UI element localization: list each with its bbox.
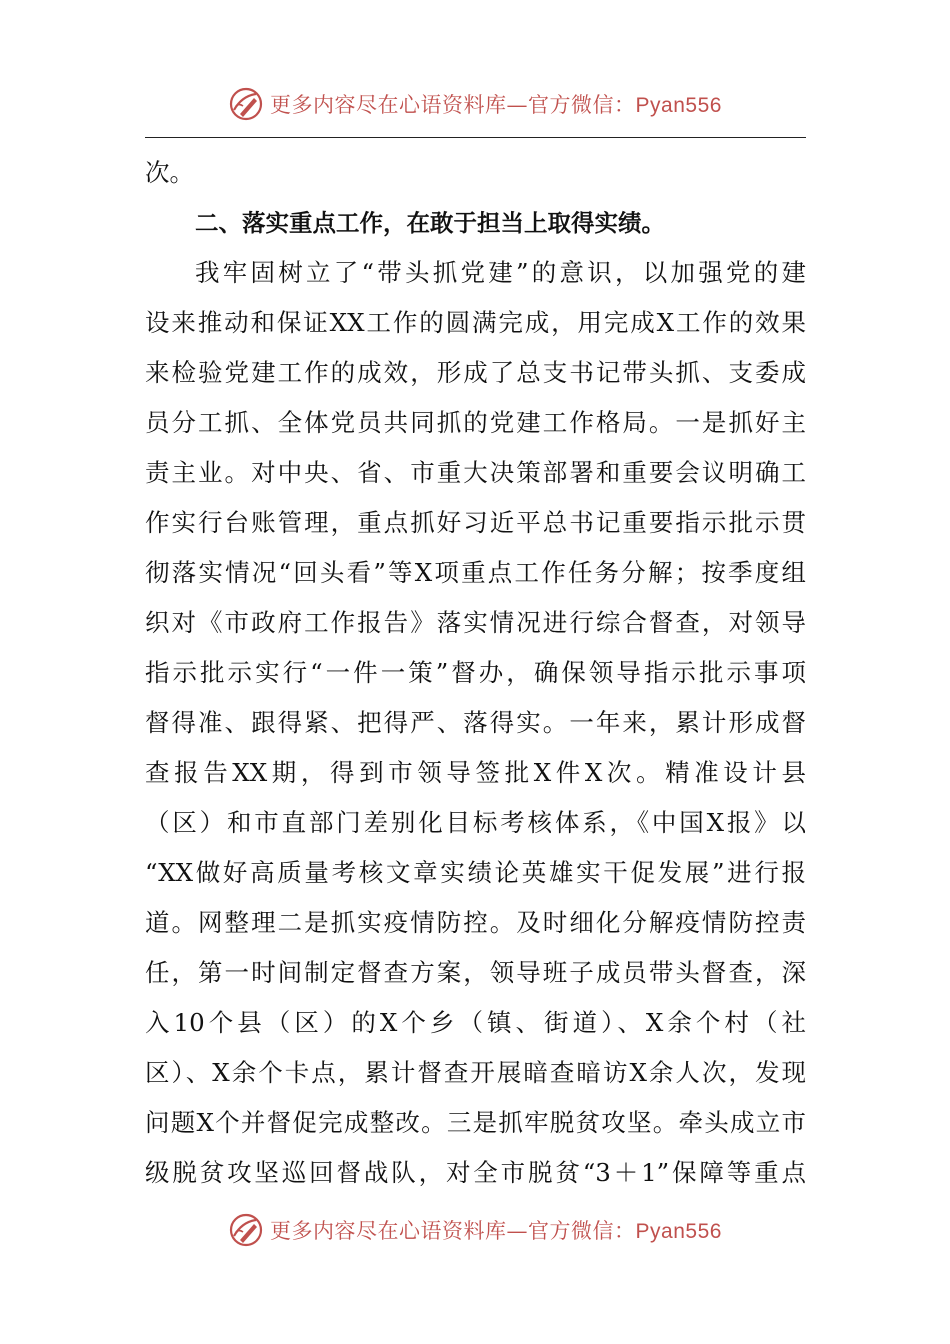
paragraph-line: 督得准、跟得紧、把得严、落得实。一年来，累计形成督 [145, 708, 806, 737]
paragraph-line: 我牢固树立了“带头抓党建”的意识，以加强党的建 [195, 258, 806, 287]
footer-wechat-id: Pyan556 [635, 1220, 722, 1243]
paragraph-line: 员分工抓、全体党员共同抓的党建工作格局。一是抓好主 [145, 408, 806, 437]
pen-logo-icon [228, 86, 264, 122]
paragraph-line: 入10个县（区）的X个乡（镇、街道）、X余个村（社 [145, 1008, 806, 1037]
paragraph-line: 来检验党建工作的成效，形成了总支书记带头抓、支委成 [145, 358, 806, 387]
header-divider [145, 137, 806, 138]
section-heading: 二、落实重点工作，在敢于担当上取得实绩。 [195, 209, 665, 237]
paragraph-line: 指示批示实行“一件一策”督办，确保领导指示批示事项 [145, 658, 806, 687]
paragraph-line: 设来推动和保证XX工作的圆满完成，用完成X工作的效果 [145, 308, 806, 337]
footer-watermark-text [270, 1215, 722, 1245]
paragraph-line: 责主业。对中央、省、市重大决策部署和重要会议明确工 [145, 458, 806, 487]
paragraph-line: “XX做好高质量考核文章实绩论英雄实干促发展”进行报 [145, 858, 806, 887]
pen-logo-icon [228, 1212, 264, 1248]
header-wechat-id: Pyan556 [635, 94, 722, 117]
paragraph-line: 问题X个并督促完成整改。三是抓牢脱贫攻坚。牵头成立市 [145, 1108, 806, 1137]
paragraph-line: （区）和市直部门差别化目标考核体系，《中国X报》以 [145, 808, 806, 837]
paragraph-line: 级脱贫攻坚巡回督战队，对全市脱贫“3＋1”保障等重点 [145, 1158, 806, 1187]
document-body [145, 148, 806, 1198]
footer-watermark-cn: 更多内容尽在心语资料库—官方微信： [270, 1219, 636, 1243]
paragraph-line: 区）、X余个卡点，累计督查开展暗查暗访X余人次，发现 [145, 1058, 806, 1087]
header-watermark [0, 80, 950, 128]
paragraph-line: 彻落实情况“回头看”等X项重点工作任务分解；按季度组 [145, 558, 806, 587]
paragraph-line: 查报告XX期，得到市领导签批X件X次。精准设计县 [145, 758, 806, 787]
paragraph-line: 织对《市政府工作报告》落实情况进行综合督查，对领导 [145, 608, 806, 637]
footer-watermark [0, 1206, 950, 1254]
paragraph-line: 作实行台账管理，重点抓好习近平总书记重要指示批示贯 [145, 508, 806, 537]
paragraph-line: 任，第一时间制定督查方案，领导班子成员带头督查，深 [145, 958, 806, 987]
header-watermark-text [270, 89, 722, 119]
paragraph-line: 道。网整理二是抓实疫情防控。及时细化分解疫情防控责 [145, 908, 806, 937]
header-watermark-cn: 更多内容尽在心语资料库—官方微信： [270, 93, 636, 117]
continuation-line: 次。 [145, 158, 194, 187]
